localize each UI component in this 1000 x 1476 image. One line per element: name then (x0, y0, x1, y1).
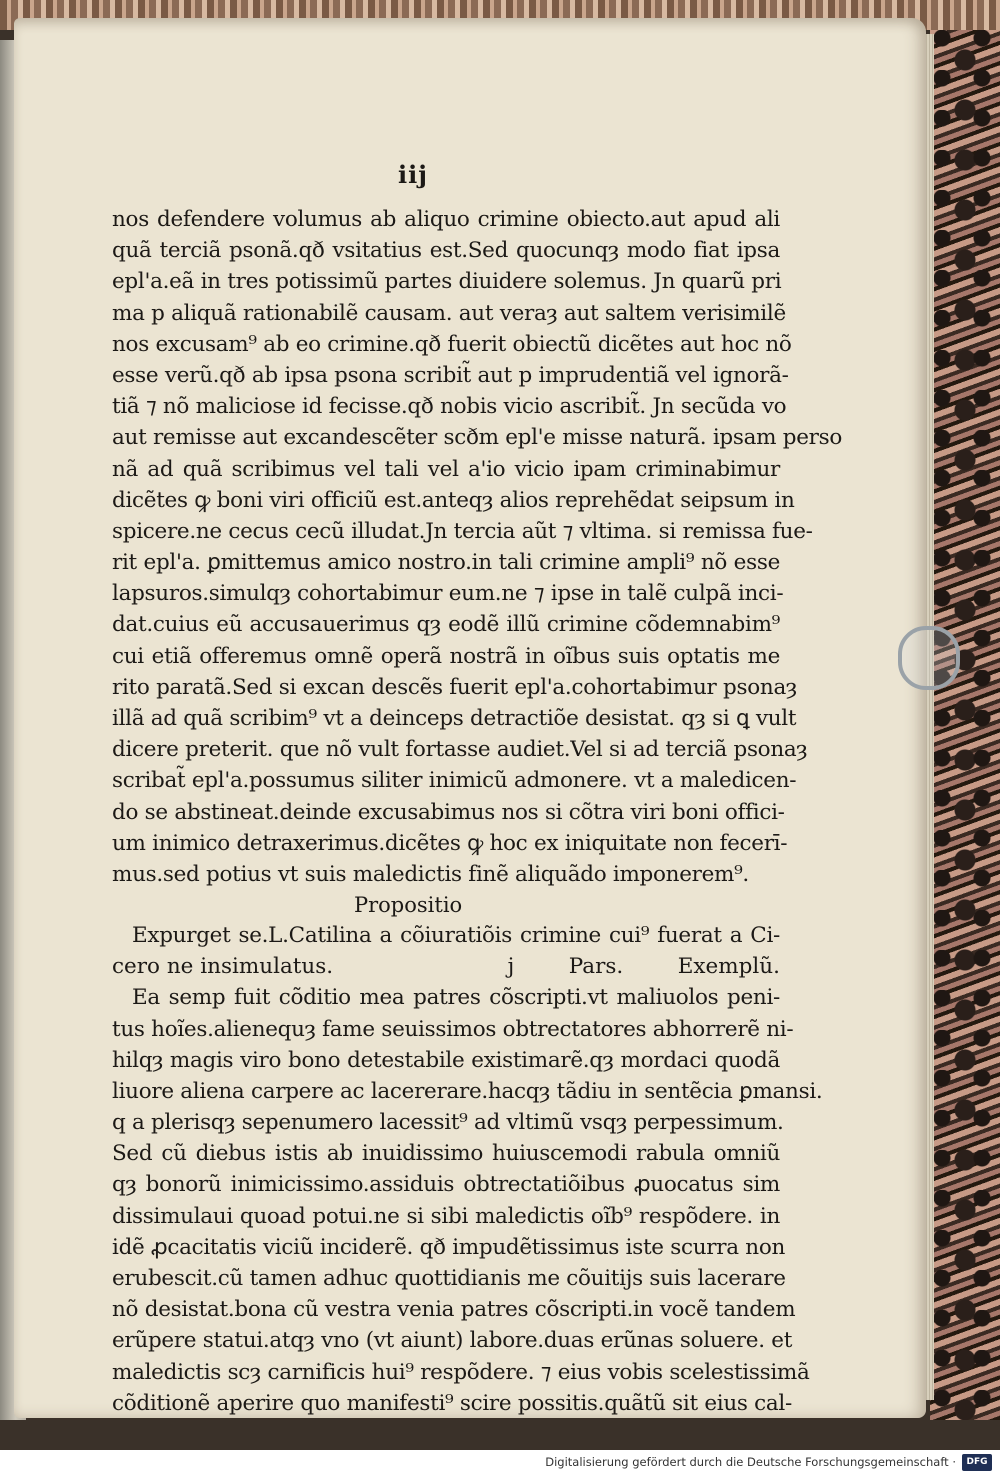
text-line: idẽ ꝓcacitatis viciũ inciderẽ. qð impudẽtissimus iste scurra non (112, 1234, 786, 1260)
text-line: aut remisse aut excandescẽter scðm epl'e misse naturã. ipsam perso (112, 425, 843, 451)
text-line: q a plerisqȝ sepenumero lacessit⁹ ad vltimũ vsqȝ perpessimum. (112, 1110, 784, 1136)
book-page (14, 18, 926, 1418)
text-line: nõ desistat.bona cũ vestra venia patres cõscripti.in vocẽ tandem (112, 1297, 796, 1323)
dfg-logo: DFG (962, 1454, 992, 1471)
text-line: rito paratã.Sed si excan descẽs fuerit epl'a.cohortabimur psonaȝ (112, 674, 797, 700)
text-line: tus hoĩes.alienequȝ fame seuissimos obtrectatores abhorrerẽ ni- (112, 1016, 794, 1042)
part-label: Pars. (568, 954, 624, 980)
text-line: nos excusam⁹ ab eo crimine.qð fuerit obiectũ dicẽtes aut hoc nõ (112, 331, 792, 357)
text-line: tiã ⁊ nõ maliciose id fecisse.qð nobis vicio ascribit̃. Jn secũda vo (112, 394, 787, 420)
text-line: rit epl'a. ꝑmittemus amico nostro.in tali crimine ampli⁹ nõ esse (112, 550, 780, 576)
text-line: epl'a.eã in tres potissimũ partes diuidere solemus. Jn quarũ pri (112, 269, 782, 295)
part-number: j (507, 954, 515, 980)
text-line: mus.sed potius vt suis maledictis finẽ aliquãdo imponerem⁹. (112, 861, 749, 887)
digitization-footer (0, 1450, 1000, 1476)
text-line: lapsuros.simulqȝ cohortabimur eum.ne ⁊ ipse in talẽ culpã inci- (112, 581, 784, 607)
text-line: dicẽtes ꝙ boni viri officiũ est.anteqȝ alios reprehẽdat seipsum in (112, 487, 795, 513)
text-line: nã ad quã scribimus vel tali vel a'io vicio ipam criminabimur (112, 456, 780, 482)
text-block (112, 204, 843, 1419)
exemplum-label: Exemplũ. (677, 954, 780, 980)
proposition-row (112, 951, 780, 982)
text-line: dissimulaui quoad potui.ne si sibi maledictis oĩb⁹ respõdere. in (112, 1203, 780, 1229)
text-line: qȝ bonorũ inimicissimo.assiduis obtrectatiõibus ꝓuocatus sim (112, 1172, 780, 1198)
text-line: Ea semp fuit cõditio mea patres cõscripti.vt maliuolos peni- (132, 985, 780, 1011)
text-line: esse verũ.qð ab ipsa psona scribit̃ aut p imprudentiã vel ignorã- (112, 362, 789, 388)
text-line: dicere preterit. que nõ vult fortasse audiet.Vel si ad terciã psonaȝ (112, 737, 808, 763)
text-line: um inimico detraxerimus.dicẽtes ꝙ hoc ex iniquitate non fecerī- (112, 830, 788, 856)
text-line: dat.cuius eũ accusauerimus qȝ eodẽ illũ crimine cõdemnabim⁹ (112, 612, 780, 638)
text-line: Sed cũ diebus istis ab inuidissimo huiuscemodi rabula omniũ (112, 1141, 780, 1167)
text-line: hilqȝ magis viro bono detestabile existimarẽ.qȝ mordaci quodã (112, 1047, 780, 1073)
text-line: Expurget se.L.Catilina a cõiuratiõis crimine cui⁹ fuerat a Ci- (132, 923, 780, 949)
funding-credit: Digitalisierung gefördert durch die Deutsche Forschungsgemeinschaft · (545, 1455, 956, 1469)
text-line: nos defendere volumus ab aliquo crimine obiecto.aut apud ali (112, 207, 780, 232)
folio-number: iij (398, 160, 428, 189)
text-line: cui etiã offeremus omnẽ operã nostrã in oĩbus suis optatis me (112, 643, 780, 669)
paper-clip (898, 626, 960, 690)
text-line: cõditionẽ aperire quo manifesti⁹ scire possitis.quãtũ sit eius cal- (112, 1390, 792, 1416)
text-line: do se abstineat.deinde excusabimus nos si cõtra viri boni offici- (112, 799, 785, 825)
text-line: ma p aliquã rationabilẽ causam. aut veraȝ aut saltem verisimilẽ (112, 300, 786, 326)
text-line: erubescit.cũ tamen adhuc quottidianis me cõuitijs suis lacerare (112, 1266, 786, 1291)
text-line: maledictis scȝ carnificis hui⁹ respõdere. ⁊ eius vobis scelestissimã (112, 1359, 810, 1385)
text-line: scribat̃ epl'a.possumus siliter inimicũ admonere. vt a maledicen- (112, 768, 797, 794)
marbled-cover-right (930, 30, 1000, 1420)
text-line: spicere.ne cecus cecũ illudat.Jn tercia aũt ⁊ vltima. si remissa fue- (112, 518, 813, 544)
text-line: quã terciã psonã.qð vsitatius est.Sed quocunqȝ modo fiat ipsa (112, 238, 780, 264)
text-line: erũpere statui.atqȝ vno (vt aiunt) labore.duas erũnas soluere. et (112, 1328, 793, 1354)
text-line: illã ad quã scribim⁹ vt a deinceps detractiõe desistat. qȝ si ꝗ vult (112, 706, 797, 731)
section-heading: Propositio (354, 893, 463, 918)
text-line: liuore aliena carpere ac lacererare.hacqȝ tãdiu in sentẽcia ꝑmansi. (112, 1078, 823, 1104)
row-left-text: cero ne insimulatus. (112, 954, 334, 980)
